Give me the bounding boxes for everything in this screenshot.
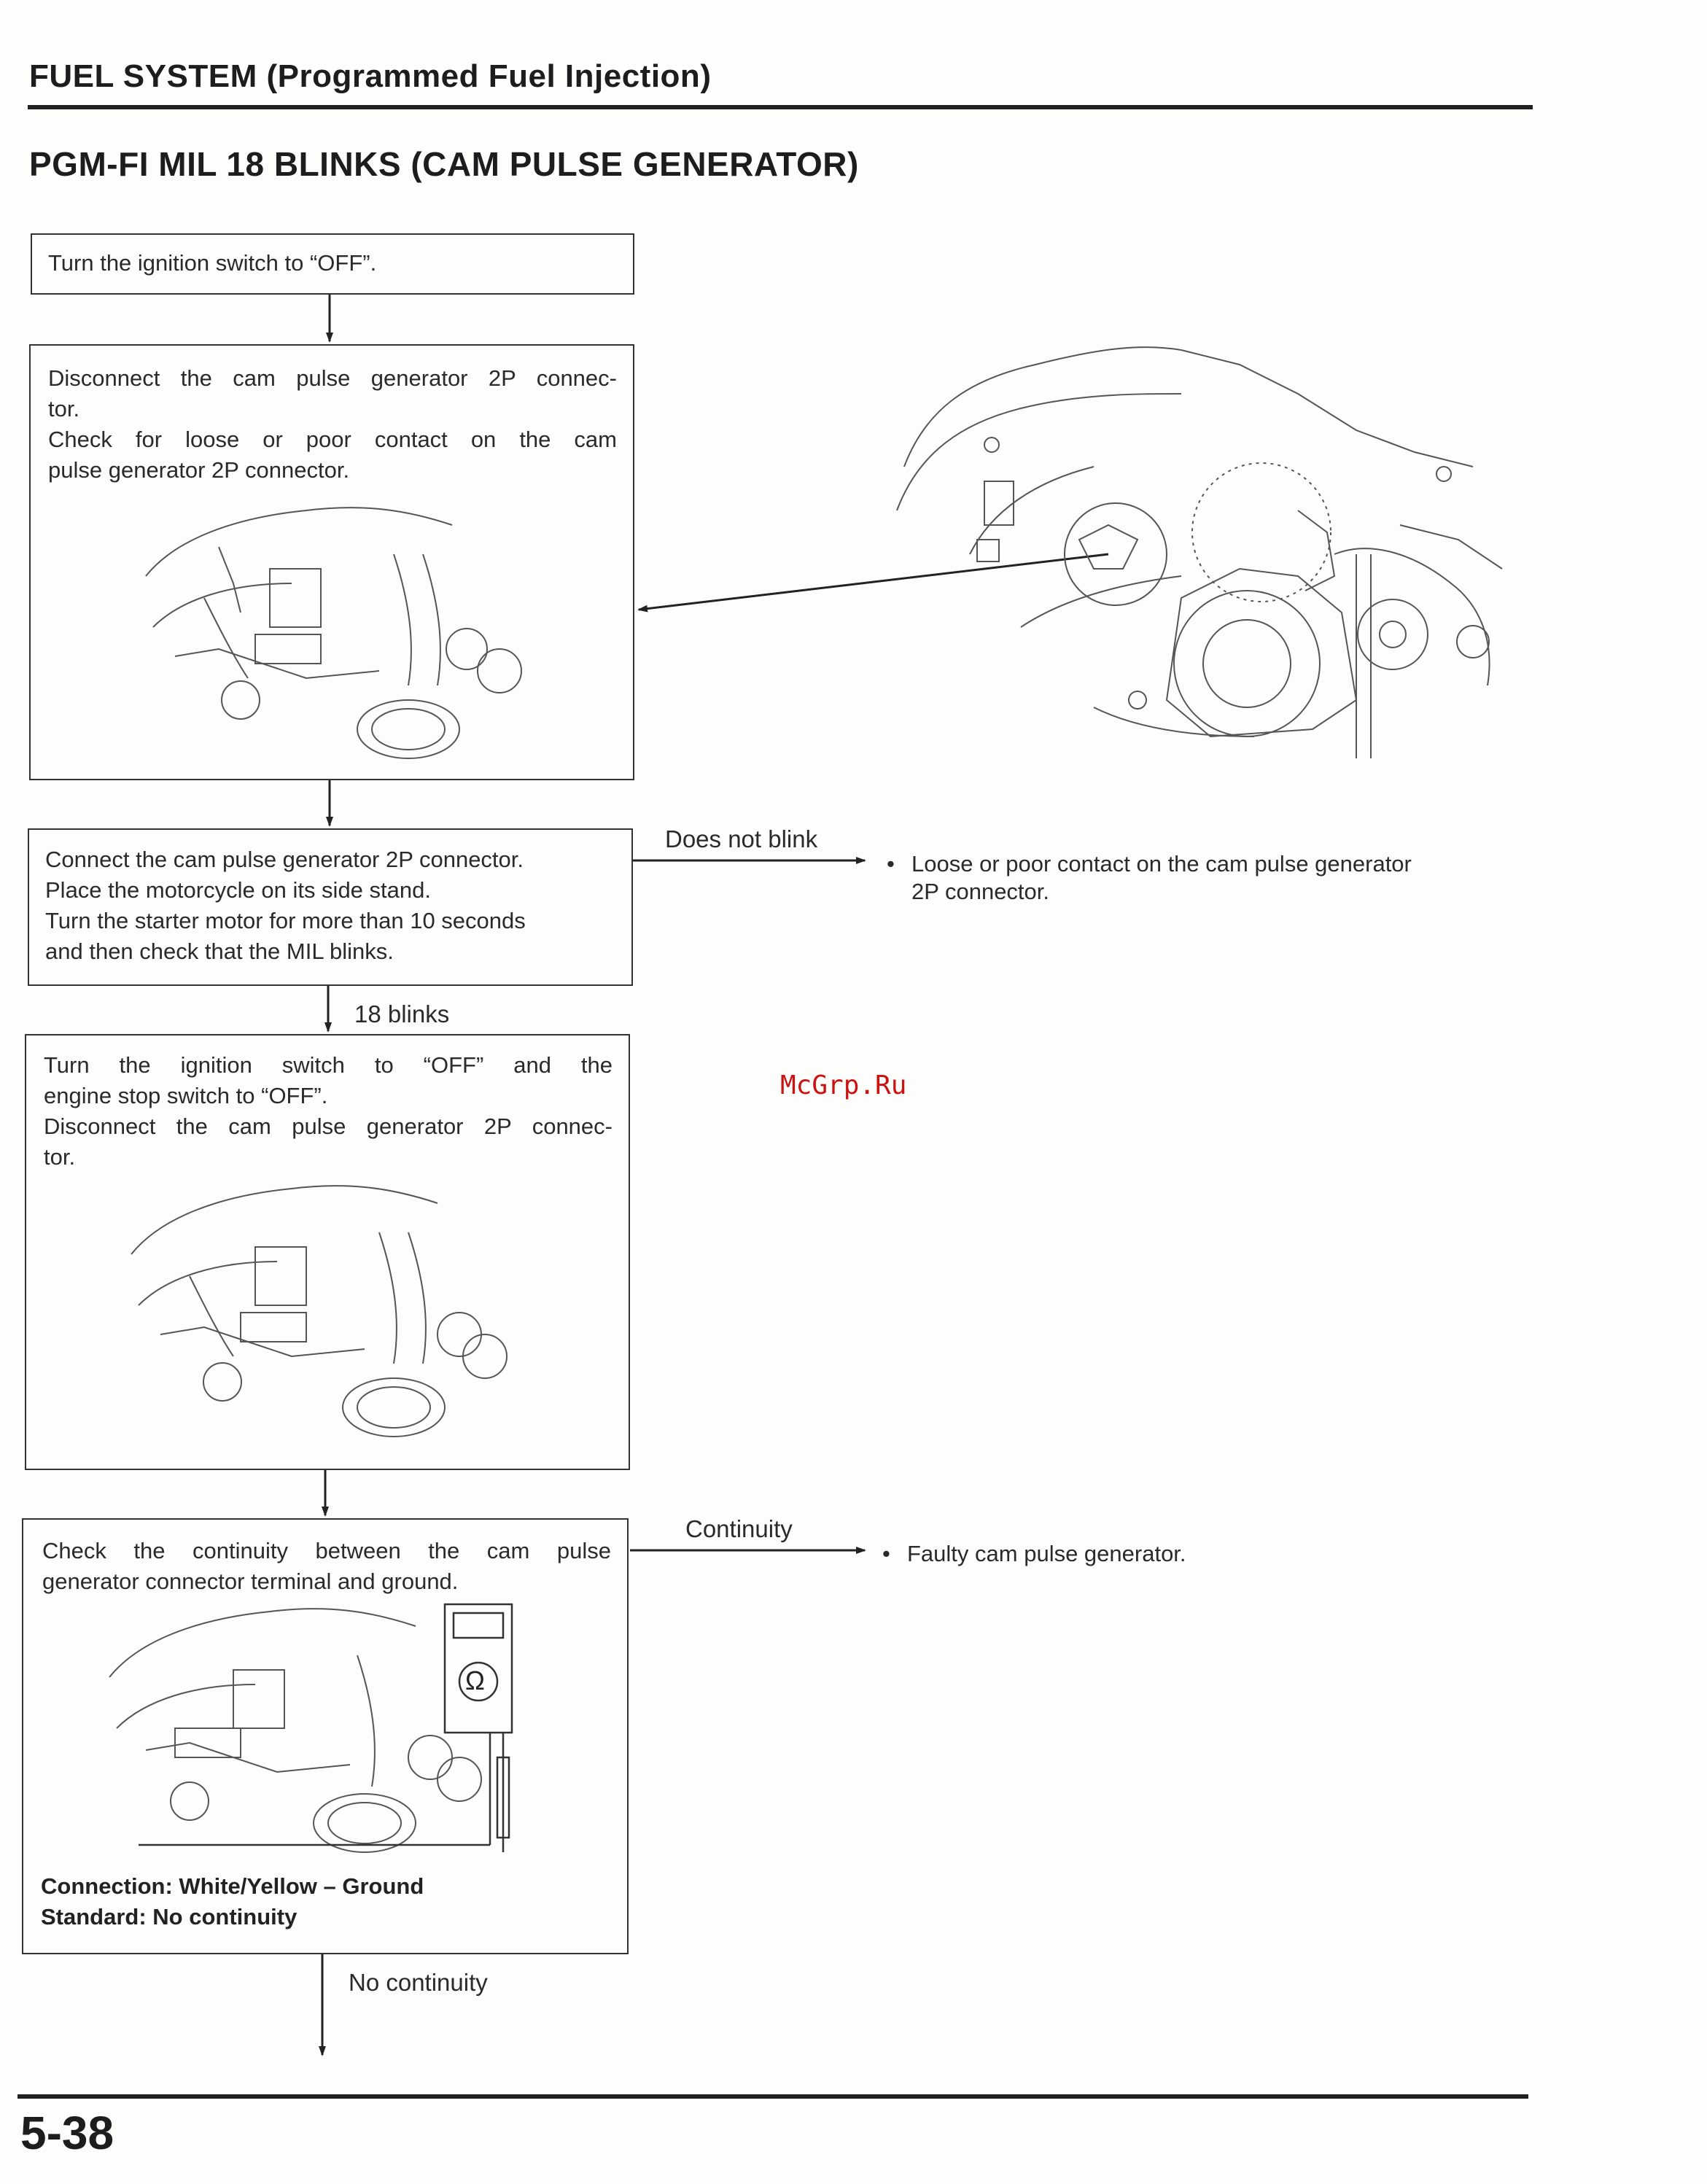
step-5-box bbox=[22, 1518, 629, 1954]
step-2-line: pulse generator 2P connector. bbox=[48, 457, 350, 483]
ohm-icon: Ω bbox=[465, 1666, 485, 1695]
step-3-line: and then check that the MIL blinks. bbox=[45, 939, 394, 964]
step-2-box bbox=[29, 344, 634, 780]
watermark: McGrp.Ru bbox=[780, 1070, 907, 1100]
engine-illustration bbox=[897, 347, 1502, 758]
label-18-blinks: 18 blinks bbox=[354, 1000, 450, 1027]
step-4-line: tor. bbox=[44, 1144, 76, 1170]
result-line: Faulty cam pulse generator. bbox=[907, 1541, 1186, 1566]
connection-spec: Connection: White/Yellow – Ground bbox=[41, 1873, 424, 1899]
step-4-line: Turn the ignition switch to “OFF” and the bbox=[44, 1052, 613, 1078]
pointer-arrow bbox=[639, 554, 1108, 610]
label-continuity: Continuity bbox=[685, 1515, 793, 1542]
step-4-line: engine stop switch to “OFF”. bbox=[44, 1083, 328, 1108]
step-4-line: Disconnect the cam pulse generator 2P connec- bbox=[44, 1114, 613, 1139]
bullet: • bbox=[882, 1541, 890, 1566]
page-number: 5-38 bbox=[20, 2107, 114, 2159]
step-1-box bbox=[31, 233, 634, 295]
step-2-line: tor. bbox=[48, 396, 80, 421]
step-1-line: Turn the ignition switch to “OFF”. bbox=[48, 250, 377, 276]
step-3-line: Turn the starter motor for more than 10 seconds bbox=[45, 908, 526, 933]
result-loose-contact bbox=[887, 850, 1524, 906]
label-no-continuity: No continuity bbox=[349, 1969, 488, 1996]
step-5-line: generator connector terminal and ground. bbox=[42, 1569, 459, 1594]
step-4-box bbox=[25, 1034, 630, 1470]
step-3-line: Place the motorcycle on its side stand. bbox=[45, 877, 431, 903]
standard-spec: Standard: No continuity bbox=[41, 1904, 298, 1930]
label-does-not-blink: Does not blink bbox=[665, 825, 818, 852]
section-title: PGM-FI MIL 18 BLINKS (CAM PULSE GENERATOR) bbox=[29, 145, 859, 183]
result-faulty bbox=[882, 1540, 1490, 1568]
result-line: 2P connector. bbox=[911, 879, 1050, 904]
result-line: Loose or poor contact on the cam pulse generator bbox=[911, 851, 1412, 877]
step-2-line: Disconnect the cam pulse generator 2P connec- bbox=[48, 365, 617, 391]
header-title: FUEL SYSTEM (Programmed Fuel Injection) bbox=[29, 58, 712, 94]
step-3-line: Connect the cam pulse generator 2P connector. bbox=[45, 847, 524, 872]
step-5-line: Check the continuity between the cam pulse bbox=[42, 1538, 611, 1563]
step-2-line: Check for loose or poor contact on the cam bbox=[48, 427, 617, 452]
footer-rule bbox=[18, 2094, 1528, 2099]
bullet: • bbox=[887, 851, 895, 877]
step-3-box bbox=[28, 828, 633, 986]
